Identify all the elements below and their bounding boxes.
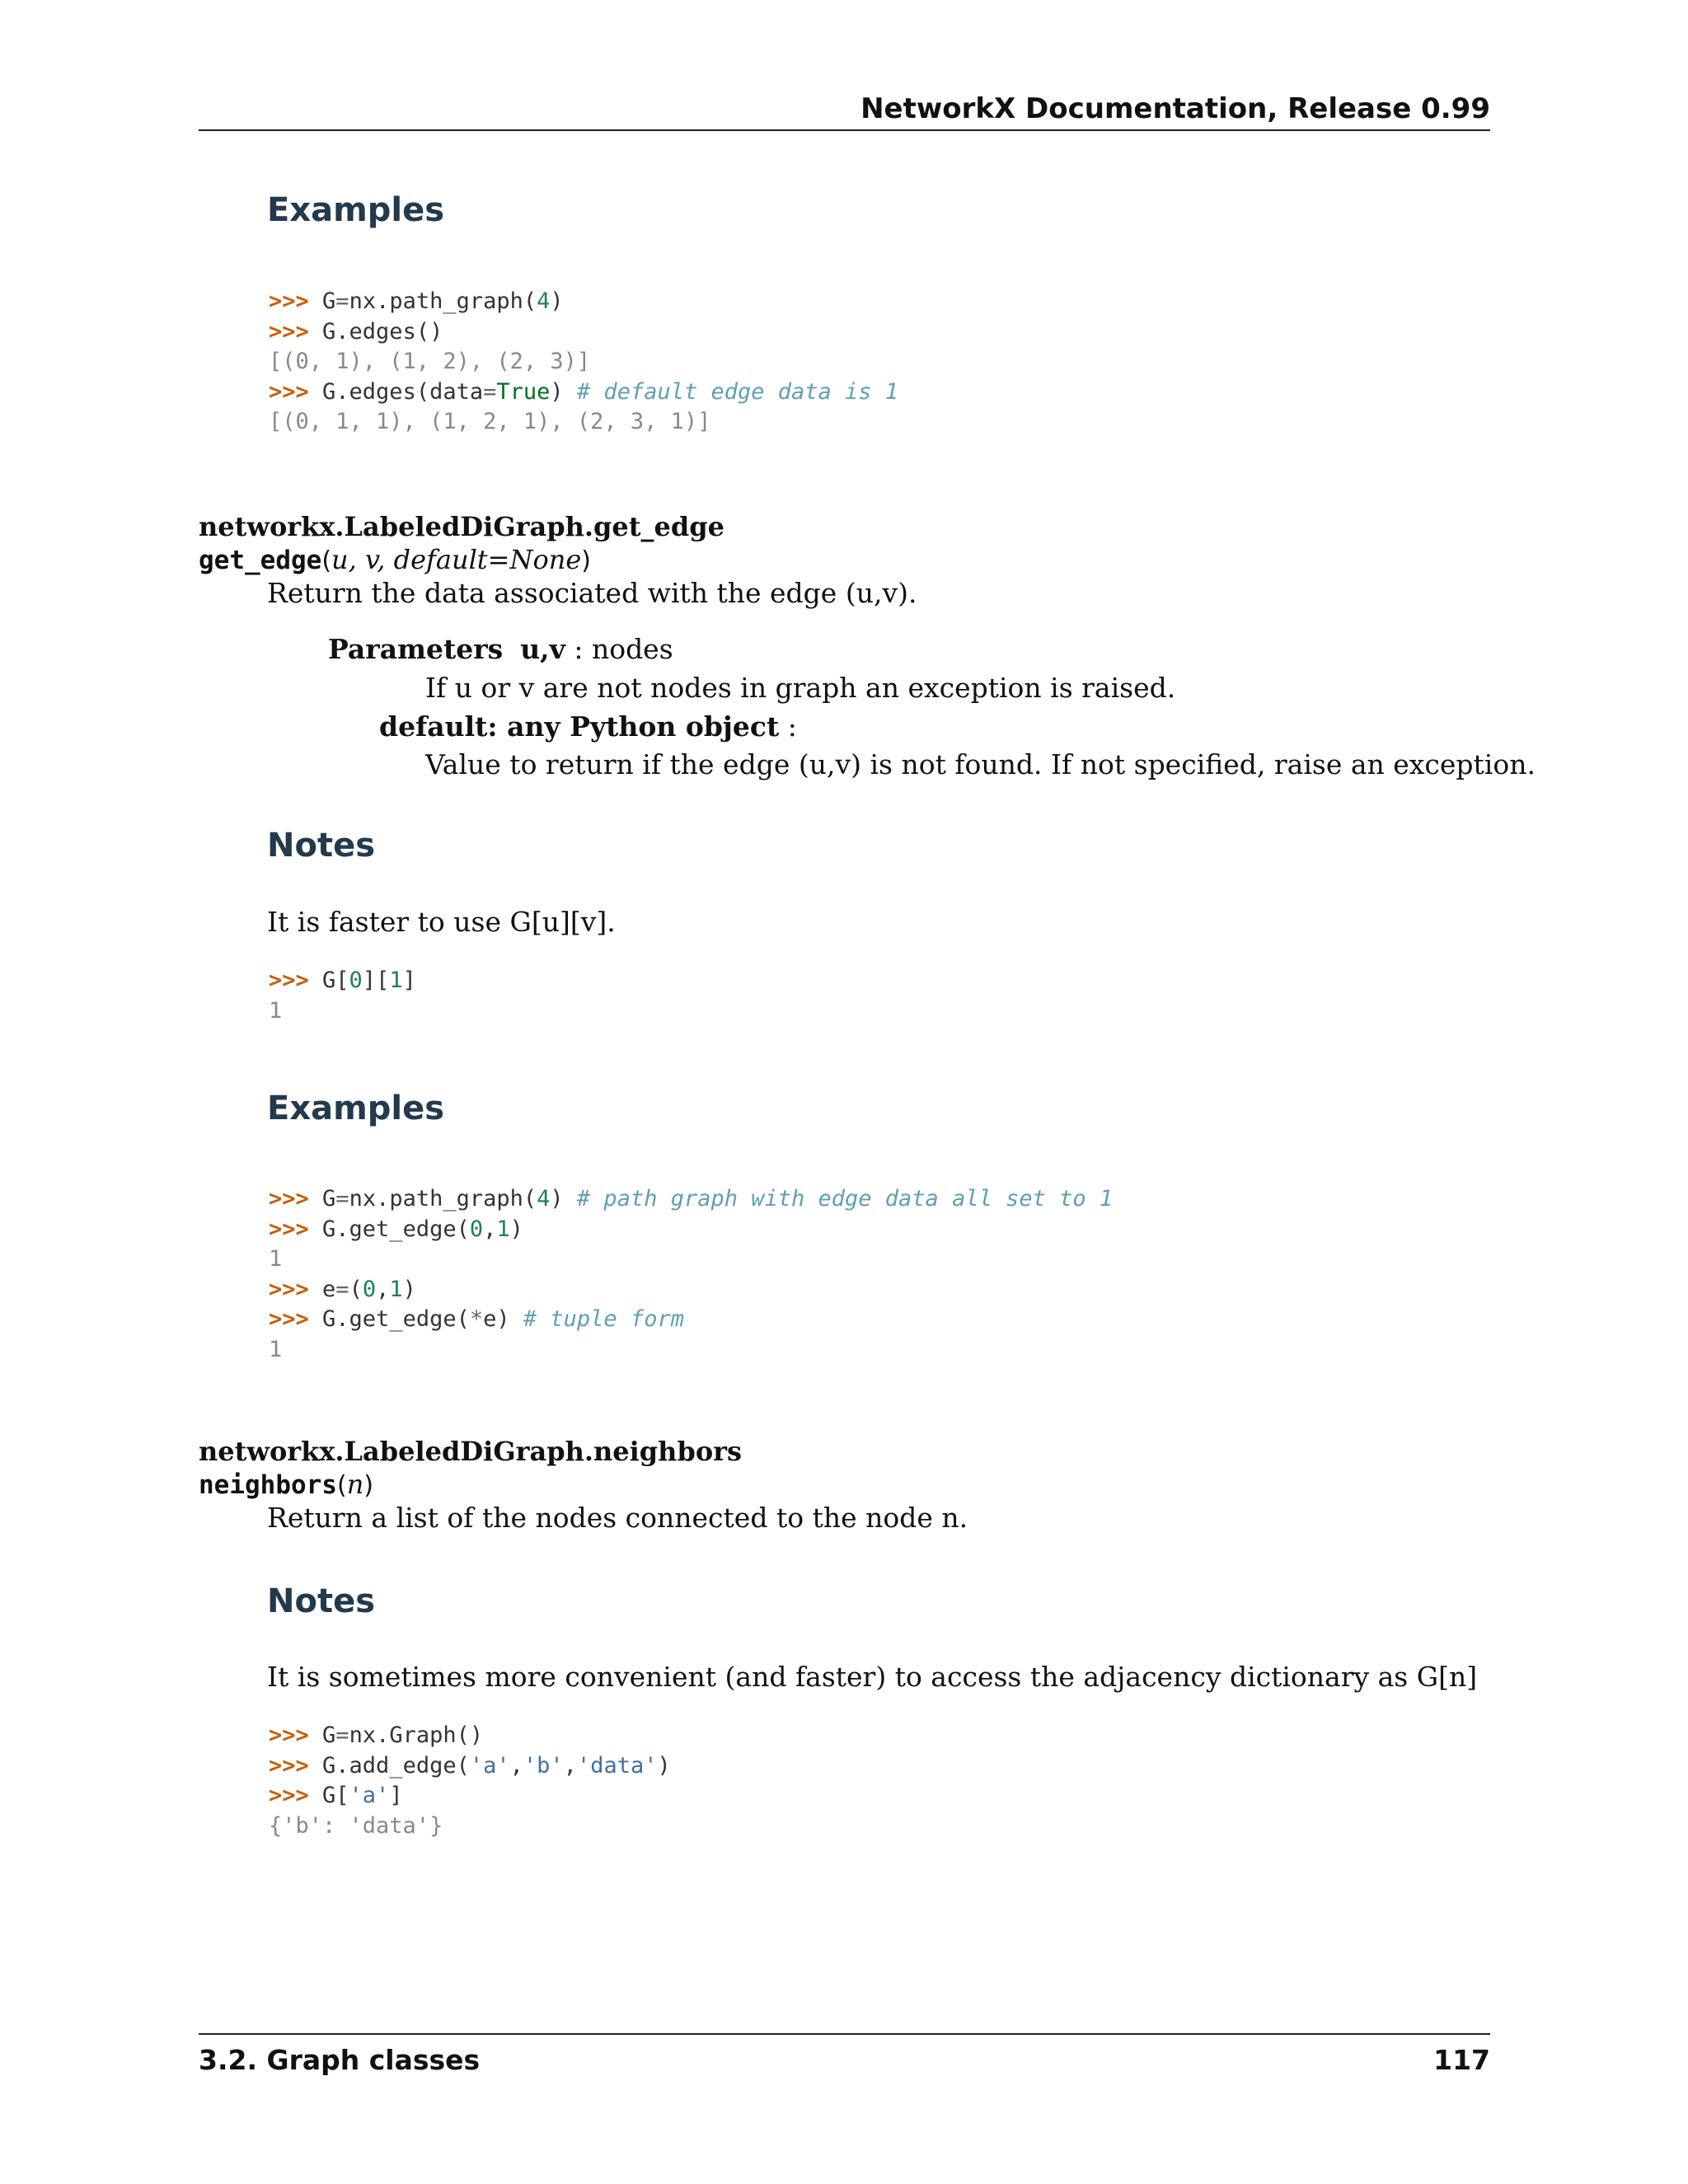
code-line [269, 407, 898, 438]
code-token: nx.path_graph( [349, 288, 537, 314]
code-token: 4 [537, 288, 551, 314]
code-prompt: >>> [269, 1722, 323, 1748]
signature-close-paren: ) [581, 546, 591, 575]
code-token: , [563, 1752, 577, 1779]
code-token: 0 [349, 968, 363, 993]
code-line [269, 347, 898, 377]
code-line [269, 1751, 671, 1782]
code-prompt: >>> [269, 1216, 323, 1242]
param-type: : nodes [565, 633, 673, 665]
code-token: True [496, 378, 551, 405]
code-line [269, 1721, 671, 1751]
code-prompt: >>> [269, 318, 323, 344]
code-prompt: >>> [269, 288, 323, 314]
code-block [269, 287, 898, 438]
function-description: Return a list of the nodes connected to the node n. [267, 1502, 968, 1534]
code-token: ][ [362, 968, 390, 993]
code-line [269, 1305, 1113, 1335]
function-signature [199, 1469, 373, 1500]
code-token: [(0, 1, 1), (1, 2, 1), (2, 3, 1)] [269, 409, 711, 434]
code-line [269, 966, 416, 996]
code-line [269, 996, 416, 1027]
code-comment: # tuple form [523, 1306, 684, 1332]
code-token: ( [349, 1276, 363, 1302]
code-token: = [335, 1722, 349, 1748]
code-token: = [335, 1186, 349, 1212]
api-full-name: networkx.LabeledDiGraph.neighbors [199, 1436, 743, 1467]
parameters-label: Parameters [328, 633, 504, 665]
code-token: {'b': 'data'} [269, 1812, 443, 1839]
code-token: G [322, 1722, 336, 1748]
signature-open-paren: ( [336, 1471, 347, 1500]
signature-args: u, v, default=None [331, 544, 582, 575]
code-token: 'a' [469, 1752, 510, 1779]
signature-open-paren: ( [321, 546, 332, 575]
code-line [269, 377, 898, 408]
code-token: 'a' [349, 1783, 390, 1808]
code-token: G.edges() [322, 318, 443, 344]
code-token: 0 [469, 1216, 484, 1242]
code-token: 'data' [576, 1752, 658, 1779]
code-token: 1 [496, 1216, 510, 1242]
code-token: 0 [362, 1276, 377, 1302]
code-token: = [335, 1276, 349, 1302]
running-header-title: NetworkX Documentation, Release 0.99 [860, 92, 1490, 125]
param-description: Value to return if the edge (u,v) is not found. If not specified, raise an exception. [425, 748, 1536, 780]
param-type: : [779, 710, 797, 743]
code-block [269, 1184, 1113, 1365]
examples-heading: Examples [267, 1090, 445, 1127]
code-token: 4 [537, 1186, 551, 1212]
code-token: , [509, 1752, 523, 1779]
code-line [269, 1781, 671, 1811]
page-number: 117 [1433, 2044, 1490, 2076]
code-line [269, 1275, 1113, 1305]
code-token: , [483, 1216, 497, 1242]
code-prompt: >>> [269, 1752, 323, 1779]
code-prompt: >>> [269, 1186, 323, 1212]
code-token: ) [402, 1276, 416, 1302]
code-token: G.edges(data [322, 378, 484, 405]
code-token: , [376, 1276, 390, 1302]
code-token: = [335, 288, 349, 314]
code-token: G.get_edge( [322, 1306, 470, 1332]
code-token: 1 [389, 1276, 403, 1302]
notes-text: It is sometimes more convenient (and faster) to access the adjacency dictionary as G[n] [267, 1661, 1478, 1693]
code-token: nx.path_graph( [349, 1186, 537, 1212]
notes-text: It is faster to use G[u][v]. [267, 906, 616, 938]
code-token: ] [402, 968, 416, 993]
parameters-row [328, 633, 673, 665]
param-name: u,v [520, 633, 565, 665]
code-token: 1 [269, 1336, 283, 1362]
code-comment: # path graph with edge data all set to 1 [576, 1186, 1114, 1212]
signature-name: neighbors [199, 1470, 337, 1500]
examples-heading: Examples [267, 191, 445, 229]
footer-rule [199, 2033, 1490, 2035]
notes-heading: Notes [267, 1582, 376, 1620]
code-token: 'b' [523, 1752, 564, 1779]
code-token: ) [509, 1216, 523, 1242]
code-token: ) [657, 1752, 671, 1779]
footer-section-title: 3.2. Graph classes [199, 2044, 481, 2076]
code-token: * [469, 1306, 484, 1332]
param-description: If u or v are not nodes in graph an exception is raised. [425, 672, 1176, 704]
code-token: e [322, 1276, 336, 1302]
code-line [269, 287, 898, 317]
code-comment: # default edge data is 1 [576, 378, 899, 405]
api-full-name: networkx.LabeledDiGraph.get_edge [199, 511, 724, 542]
code-token: ) [550, 1186, 577, 1212]
function-description: Return the data associated with the edge (u,v). [267, 577, 917, 609]
code-token: 1 [269, 1246, 283, 1272]
code-block [269, 966, 416, 1026]
param-name: default: any Python object [379, 710, 780, 743]
code-block [269, 1721, 671, 1841]
code-token: ) [550, 288, 564, 314]
code-token: G [322, 288, 336, 314]
code-token: G.get_edge( [322, 1216, 470, 1242]
signature-name: get_edge [199, 546, 322, 575]
code-prompt: >>> [269, 378, 323, 405]
code-line [269, 317, 898, 348]
code-token: = [483, 378, 497, 405]
code-line [269, 1811, 671, 1842]
code-line [269, 1184, 1113, 1215]
code-token: G[ [322, 968, 349, 993]
code-line [269, 1244, 1113, 1275]
code-token: [(0, 1), (1, 2), (2, 3)] [269, 349, 591, 374]
parameter-row [379, 710, 797, 743]
code-token: e) [483, 1306, 523, 1332]
code-prompt: >>> [269, 968, 323, 993]
code-prompt: >>> [269, 1306, 323, 1332]
signature-close-paren: ) [363, 1471, 374, 1500]
code-prompt: >>> [269, 1783, 323, 1808]
signature-args: n [346, 1469, 364, 1500]
code-prompt: >>> [269, 1276, 323, 1302]
code-line [269, 1215, 1113, 1245]
notes-heading: Notes [267, 827, 376, 865]
code-token: nx.Graph() [349, 1722, 484, 1748]
code-token: 1 [389, 968, 403, 993]
code-token: ) [550, 378, 577, 405]
code-token: 1 [269, 997, 283, 1024]
code-token: ] [389, 1783, 403, 1808]
header-rule [199, 129, 1490, 131]
code-token: G[ [322, 1783, 349, 1808]
code-token: G [322, 1186, 336, 1212]
code-token: G.add_edge( [322, 1752, 470, 1779]
code-line [269, 1335, 1113, 1366]
function-signature [199, 544, 591, 575]
